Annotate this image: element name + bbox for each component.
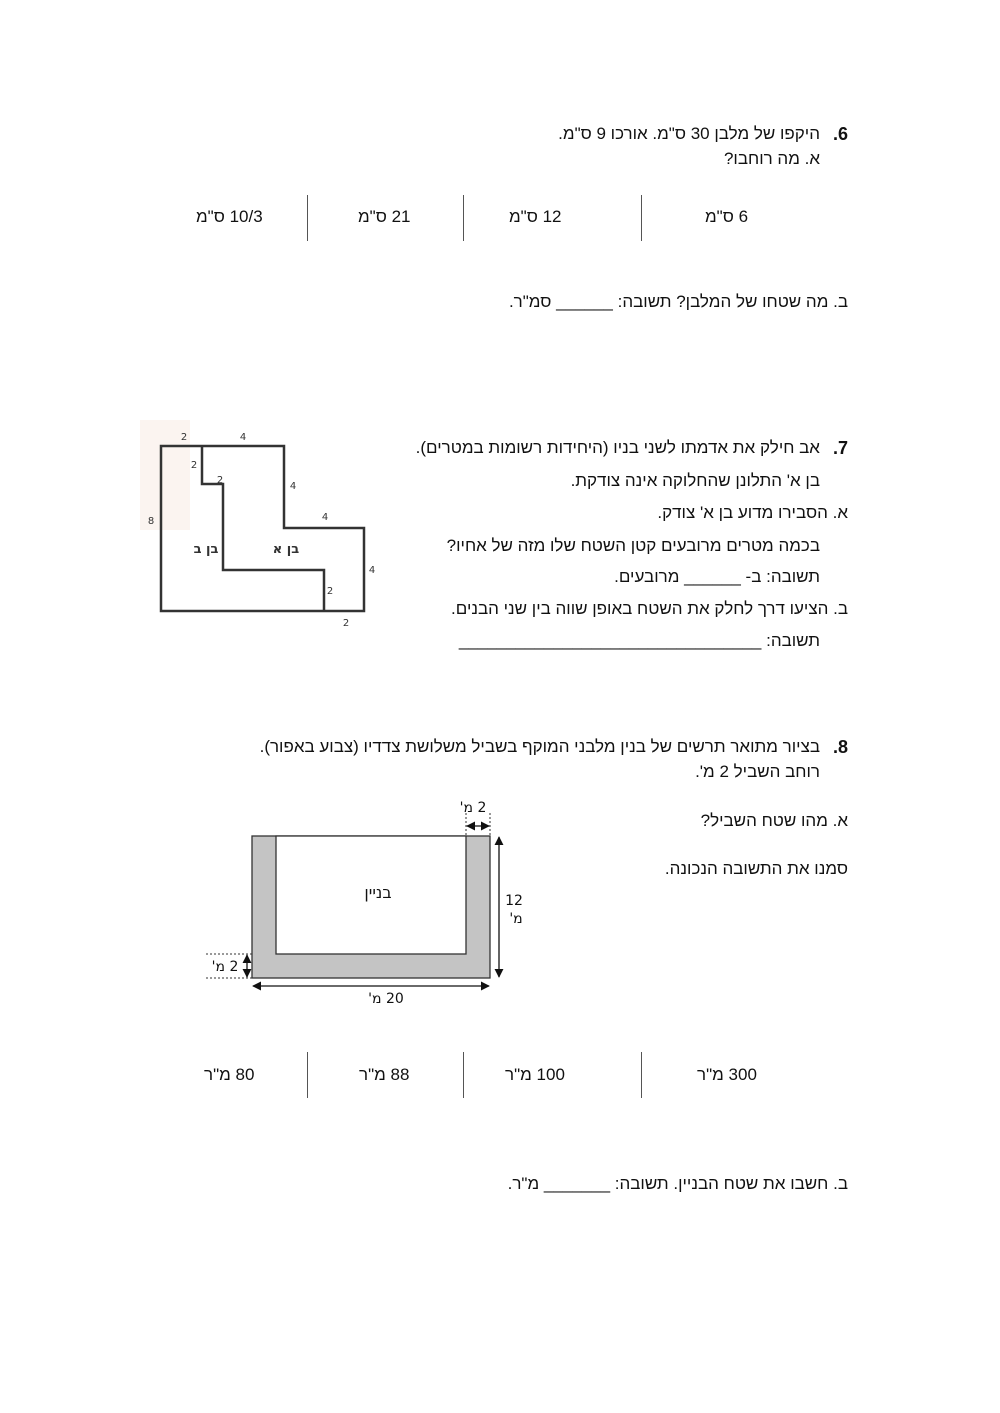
dimension-label: 4 <box>321 512 329 523</box>
question-8-part-b: ב. חשבו את שטח הבניין. תשובה: _______ מ"ר. <box>507 1174 848 1193</box>
son-a-label: בן א <box>272 542 300 557</box>
land-division-figure <box>136 416 382 636</box>
dimension-label: 4 <box>368 565 376 576</box>
q8-option-divider <box>307 1052 308 1098</box>
question-8-number: 8. <box>832 737 848 757</box>
q8-option-divider <box>641 1052 642 1098</box>
question-8-part-a: א. מהו שטח השביל? <box>700 811 848 830</box>
dimension-label: 2 <box>180 432 188 443</box>
question-7-line-2: בן א' התלונן שהחלוקה אינה צודקת. <box>570 471 820 490</box>
question-8-instruction: סמנו את התשובה הנכונה. <box>664 859 848 878</box>
width-dim-label: 20 מ' <box>368 991 404 1007</box>
q6-option-3[interactable]: 21 ס"מ <box>358 207 411 226</box>
left-dim-label: 2 מ' <box>211 959 239 975</box>
question-7-answer-b: תשובה: ________________________________ <box>458 631 820 650</box>
dimension-label: 2 <box>216 475 224 486</box>
dimension-label: 2 <box>326 586 334 597</box>
question-7-part-a: א. הסבירו מדוע בן א' צודק. <box>657 503 848 522</box>
q6-option-1[interactable]: 6 ס"מ <box>705 207 749 226</box>
height-dim-value: 12 <box>505 893 523 909</box>
dimension-label: 2 <box>190 460 198 471</box>
q6-option-divider <box>307 195 308 241</box>
question-7-line-1: אב חילק את אדמתו לשני בניו (היחידות רשומות במטרים). <box>415 438 820 457</box>
q8-option-3[interactable]: 88 מ"ר <box>359 1065 410 1084</box>
question-6-part-a: א. מה רוחבו? <box>723 149 820 168</box>
q6-option-divider <box>463 195 464 241</box>
q6-option-divider <box>641 195 642 241</box>
q8-option-2[interactable]: 100 מ"ר <box>505 1065 565 1084</box>
question-8-line-1: בציור מתואר תרשים של בנין מלבני המוקף בשביל משלושת צדדיו (צבוע באפור). <box>259 737 820 756</box>
question-7-number: 7. <box>832 438 848 458</box>
question-7-line-4: בכמה מטרים מרובעים קטן השטח שלו מזה של אחיו? <box>446 536 820 555</box>
top-dim-label: 2 מ' <box>459 800 487 816</box>
question-7-answer-a: תשובה: ב- ______ מרובעים. <box>614 567 820 586</box>
question-6-part-b: ב. מה שטחו של המלבן? תשובה: ______ סמ"ר. <box>508 292 848 311</box>
dimension-label: 2 <box>342 618 350 629</box>
question-6-number: 6. <box>832 124 848 144</box>
building-path-figure <box>200 795 530 1015</box>
q6-option-2[interactable]: 12 ס"מ <box>509 207 562 226</box>
q8-option-divider <box>463 1052 464 1098</box>
q6-option-4[interactable]: 10/3 ס"מ <box>196 207 263 226</box>
question-6-stem: היקפו של מלבן 30 ס"מ. אורכו 9 ס"מ. <box>558 124 820 143</box>
building-label: בניין <box>364 883 392 902</box>
q8-option-4[interactable]: 80 מ"ר <box>204 1065 255 1084</box>
q8-option-1[interactable]: 300 מ"ר <box>697 1065 757 1084</box>
dimension-label: 4 <box>239 432 247 443</box>
height-dim-unit: מ' <box>509 911 523 927</box>
dimension-label: 8 <box>147 516 155 527</box>
son-b-label: בן ב <box>193 542 219 557</box>
question-7-part-b: ב. הציעו דרך לחלק את השטח באופן שווה בין שני הבנים. <box>451 599 848 618</box>
dimension-label: 4 <box>289 481 297 492</box>
question-8-line-2: רוחב השביל 2 מ'. <box>695 762 820 781</box>
